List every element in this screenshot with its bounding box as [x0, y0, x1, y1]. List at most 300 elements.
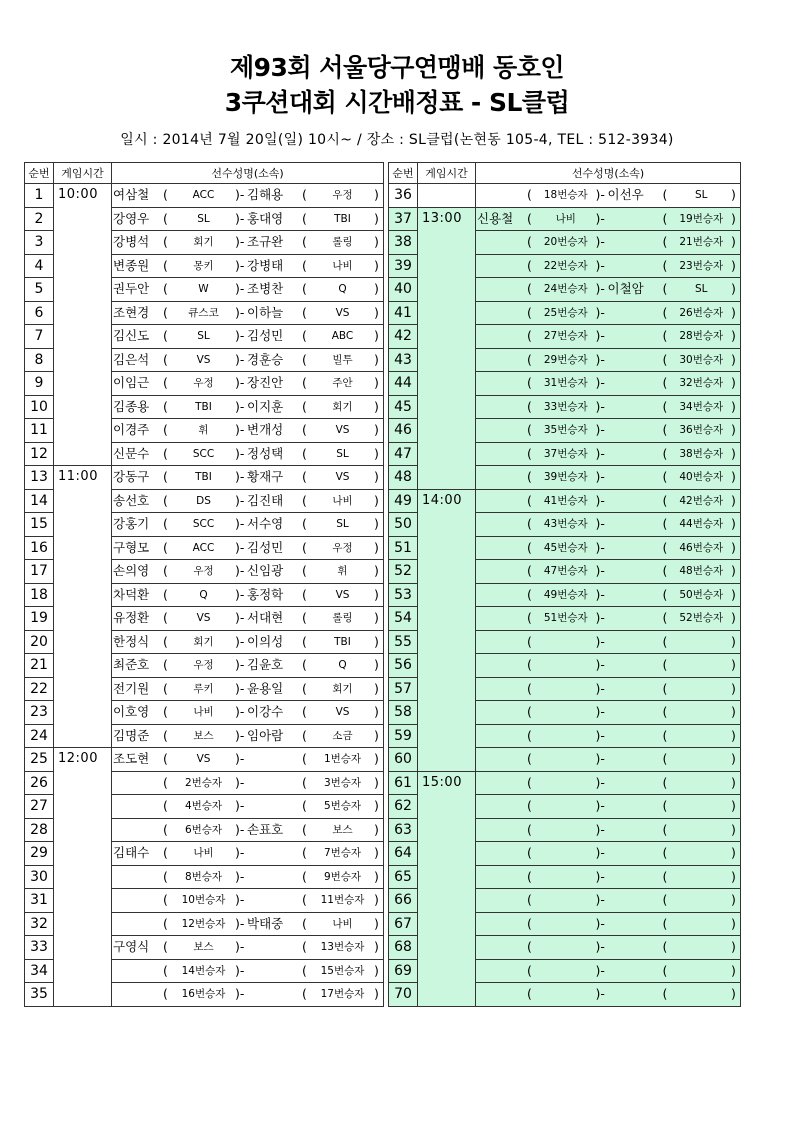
open-paren: ( [302, 633, 307, 649]
player-pair-line [476, 419, 740, 441]
player-pair [112, 489, 384, 513]
player-a-club: DS [196, 494, 211, 507]
player-a-club: 보스 [193, 941, 214, 954]
player-pair [476, 395, 741, 419]
open-paren: ( [662, 610, 668, 626]
separator: )- [595, 210, 605, 226]
player-a-name: 권두안 [113, 281, 150, 297]
player-a-name: 김신도 [113, 328, 150, 344]
open-paren: ( [662, 469, 668, 485]
player-pair-line [112, 913, 383, 935]
separator: )- [235, 657, 245, 673]
player-b-name: 박태중 [247, 915, 284, 931]
game-number: 20 [25, 630, 54, 654]
separator: )- [235, 798, 245, 814]
open-paren: ( [163, 845, 168, 861]
open-paren: ( [527, 492, 532, 508]
open-paren: ( [527, 586, 532, 602]
player-b-club: 휘 [337, 565, 348, 578]
table-header-row [389, 163, 741, 184]
player-pair [112, 983, 384, 1007]
player-a-club: 6번승자 [184, 823, 223, 836]
player-b-name: 강병태 [247, 257, 284, 273]
separator: )- [235, 845, 245, 861]
player-pair [112, 889, 384, 913]
open-paren: ( [527, 727, 532, 743]
open-paren: ( [302, 375, 307, 391]
open-paren: ( [302, 680, 307, 696]
open-paren: ( [302, 328, 307, 344]
separator: )- [235, 234, 245, 250]
player-a-club: SL [197, 212, 210, 225]
player-b-club: 17번승자 [320, 988, 365, 1001]
open-paren: ( [163, 445, 168, 461]
player-a-club: 8번승자 [184, 870, 223, 883]
close-paren: ) [731, 375, 736, 391]
open-paren: ( [662, 845, 668, 861]
player-pair-line [112, 419, 383, 441]
player-b-club: VS [335, 424, 350, 437]
open-paren: ( [662, 657, 668, 673]
player-a-club: 45번승자 [543, 541, 588, 554]
close-paren: ) [731, 704, 736, 720]
player-pair [112, 325, 384, 349]
player-a-club: 보스 [193, 729, 214, 742]
open-paren: ( [302, 657, 307, 673]
player-b-club: SL [694, 189, 708, 202]
close-paren: ) [731, 986, 736, 1002]
player-pair-line [476, 513, 740, 535]
player-b-name: 이의성 [247, 633, 284, 649]
player-a-name: 한정식 [113, 633, 150, 649]
player-pair [112, 842, 384, 866]
player-pair-line [112, 748, 383, 770]
separator: )- [235, 351, 245, 367]
separator: )- [235, 563, 245, 579]
page-title-line1: 제93회 서울당구연맹배 동호인 [230, 53, 564, 82]
player-pair [112, 630, 384, 654]
close-paren: ) [374, 774, 379, 790]
game-number: 6 [25, 301, 54, 325]
open-paren: ( [527, 892, 532, 908]
player-pair [476, 489, 741, 513]
player-pair-line [112, 654, 383, 676]
open-paren: ( [662, 962, 668, 978]
open-paren: ( [163, 915, 168, 931]
open-paren: ( [163, 257, 168, 273]
open-paren: ( [302, 187, 307, 203]
player-a-club: 37번승자 [543, 447, 588, 460]
open-paren: ( [163, 727, 168, 743]
open-paren: ( [163, 939, 168, 955]
game-number: 18 [25, 583, 54, 607]
game-number: 31 [25, 889, 54, 913]
player-pair [476, 442, 741, 466]
player-a-club: 49번승자 [543, 588, 588, 601]
game-number: 46 [389, 419, 418, 443]
open-paren: ( [163, 962, 168, 978]
open-paren: ( [163, 704, 168, 720]
open-paren: ( [302, 586, 307, 602]
game-number: 5 [25, 278, 54, 302]
player-pair-line [112, 936, 383, 958]
close-paren: ) [731, 821, 736, 837]
separator: )- [235, 398, 245, 414]
player-b-name: 이강수 [247, 704, 284, 720]
player-a-club: 회기 [193, 635, 214, 648]
game-number: 61 [389, 771, 418, 795]
open-paren: ( [302, 539, 307, 555]
game-number: 13 [25, 466, 54, 490]
player-pair [476, 231, 741, 255]
close-paren: ) [374, 727, 379, 743]
game-number: 16 [25, 536, 54, 560]
player-pair-line [112, 278, 383, 300]
open-paren: ( [302, 304, 307, 320]
open-paren: ( [527, 281, 532, 297]
close-paren: ) [374, 210, 379, 226]
player-a-club: 나비 [193, 706, 214, 719]
player-pair [476, 419, 741, 443]
separator: )- [595, 939, 605, 955]
player-pair-line [112, 889, 383, 911]
open-paren: ( [302, 281, 307, 297]
player-pair-line [112, 231, 383, 253]
player-a-club: TBI [195, 471, 212, 484]
header-time: 게임시간 [418, 163, 476, 184]
close-paren: ) [731, 657, 736, 673]
header-time: 게임시간 [54, 163, 112, 184]
separator: )- [595, 539, 605, 555]
player-pair [112, 184, 384, 208]
close-paren: ) [374, 915, 379, 931]
player-pair-line [476, 913, 740, 935]
game-number: 66 [389, 889, 418, 913]
player-pair-line [476, 678, 740, 700]
open-paren: ( [662, 727, 668, 743]
header-players: 선수성명(소속) [476, 163, 741, 184]
player-a-club: 31번승자 [543, 377, 588, 390]
open-paren: ( [527, 633, 532, 649]
separator: )- [595, 915, 605, 931]
player-pair-line [476, 372, 740, 394]
player-pair [112, 583, 384, 607]
player-a-name: 강병석 [113, 234, 150, 250]
player-a-club: ACC [192, 541, 215, 554]
player-b-name: 홍정학 [247, 586, 284, 602]
player-a-name: 조현경 [113, 304, 150, 320]
player-pair-line [476, 302, 740, 324]
separator: )- [595, 962, 605, 978]
player-b-club: 우정 [332, 189, 353, 202]
player-pair [112, 865, 384, 889]
close-paren: ) [731, 774, 736, 790]
close-paren: ) [374, 845, 379, 861]
player-b-club: VS [335, 706, 350, 719]
game-number: 35 [25, 983, 54, 1007]
game-number: 24 [25, 724, 54, 748]
player-a-club: 10번승자 [181, 894, 226, 907]
player-a-club: TBI [195, 400, 212, 413]
game-time: 15:00 [418, 771, 476, 1006]
player-pair-line [112, 466, 383, 488]
close-paren: ) [374, 633, 379, 649]
close-paren: ) [731, 257, 736, 273]
game-number: 64 [389, 842, 418, 866]
player-a-name: 이임근 [113, 375, 150, 391]
open-paren: ( [527, 539, 532, 555]
player-b-name: 조병찬 [247, 281, 284, 297]
player-a-club: 33번승자 [543, 400, 588, 413]
close-paren: ) [374, 657, 379, 673]
player-a-name: 구형모 [113, 539, 150, 555]
player-a-club: 우정 [193, 565, 214, 578]
open-paren: ( [662, 774, 668, 790]
open-paren: ( [163, 868, 168, 884]
open-paren: ( [302, 962, 307, 978]
player-b-club: 26번승자 [679, 306, 724, 319]
game-number: 12 [25, 442, 54, 466]
separator: )- [235, 751, 245, 767]
close-paren: ) [374, 962, 379, 978]
open-paren: ( [527, 304, 532, 320]
player-a-club: 22번승자 [543, 259, 588, 272]
open-paren: ( [662, 633, 668, 649]
game-number: 21 [25, 654, 54, 678]
game-number: 26 [25, 771, 54, 795]
open-paren: ( [662, 986, 668, 1002]
open-paren: ( [662, 328, 668, 344]
player-pair-line [112, 537, 383, 559]
player-b-club: 13번승자 [320, 941, 365, 954]
player-pair [476, 701, 741, 725]
open-paren: ( [302, 610, 307, 626]
player-a-club: 휘 [198, 424, 209, 437]
separator: )- [235, 774, 245, 790]
player-b-club: 나비 [332, 917, 353, 930]
game-number: 30 [25, 865, 54, 889]
player-a-name: 구영식 [113, 939, 150, 955]
close-paren: ) [731, 187, 736, 203]
close-paren: ) [374, 986, 379, 1002]
player-pair-line [112, 584, 383, 606]
separator: )- [595, 398, 605, 414]
player-pair [476, 865, 741, 889]
player-a-club: SCC [192, 447, 215, 460]
game-number: 68 [389, 936, 418, 960]
player-b-club: VS [335, 306, 350, 319]
game-number: 34 [25, 959, 54, 983]
separator: )- [595, 351, 605, 367]
player-pair-line [112, 983, 383, 1005]
player-pair [112, 959, 384, 983]
player-pair [112, 701, 384, 725]
open-paren: ( [302, 210, 307, 226]
player-pair-line [476, 631, 740, 653]
open-paren: ( [302, 727, 307, 743]
player-pair-line [476, 772, 740, 794]
player-pair-line [112, 255, 383, 277]
separator: )- [595, 845, 605, 861]
close-paren: ) [374, 304, 379, 320]
game-number: 2 [25, 207, 54, 231]
game-number: 42 [389, 325, 418, 349]
game-number: 8 [25, 348, 54, 372]
open-paren: ( [302, 234, 307, 250]
player-b-name: 변개성 [247, 422, 284, 438]
player-pair [112, 442, 384, 466]
game-number: 43 [389, 348, 418, 372]
player-b-name: 윤용일 [247, 680, 284, 696]
separator: )- [235, 633, 245, 649]
game-number: 47 [389, 442, 418, 466]
open-paren: ( [527, 798, 532, 814]
player-pair-line [476, 607, 740, 629]
player-a-club: 16번승자 [181, 988, 226, 1001]
game-number: 3 [25, 231, 54, 255]
player-a-club: 39번승자 [543, 471, 588, 484]
game-number: 33 [25, 936, 54, 960]
close-paren: ) [374, 610, 379, 626]
player-pair [112, 278, 384, 302]
table-row [389, 771, 741, 795]
game-number: 32 [25, 912, 54, 936]
open-paren: ( [163, 563, 168, 579]
open-paren: ( [527, 986, 532, 1002]
player-b-club: 36번승자 [679, 424, 724, 437]
player-a-club: 나비 [193, 847, 214, 860]
player-pair [476, 583, 741, 607]
close-paren: ) [731, 680, 736, 696]
game-number: 40 [389, 278, 418, 302]
schedule-body-right [389, 184, 741, 1007]
player-pair-line [112, 607, 383, 629]
game-number: 44 [389, 372, 418, 396]
close-paren: ) [731, 610, 736, 626]
open-paren: ( [662, 445, 668, 461]
table-row [25, 466, 384, 490]
close-paren: ) [731, 727, 736, 743]
player-a-club: 24번승자 [543, 283, 588, 296]
player-b-name: 이하늘 [247, 304, 284, 320]
separator: )- [235, 516, 245, 532]
open-paren: ( [302, 821, 307, 837]
close-paren: ) [731, 445, 736, 461]
close-paren: ) [731, 304, 736, 320]
header-players: 선수성명(소속) [112, 163, 384, 184]
close-paren: ) [374, 492, 379, 508]
player-pair [112, 419, 384, 443]
player-b-club: 23번승자 [679, 259, 724, 272]
open-paren: ( [527, 328, 532, 344]
player-a-club: 큐스코 [188, 306, 219, 319]
close-paren: ) [731, 633, 736, 649]
open-paren: ( [527, 821, 532, 837]
separator: )- [595, 633, 605, 649]
separator: )- [595, 680, 605, 696]
player-a-club: Q [199, 588, 208, 601]
separator: )- [235, 328, 245, 344]
player-pair-line [476, 537, 740, 559]
player-pair [112, 795, 384, 819]
player-b-name: 조규완 [247, 234, 284, 250]
player-a-name: 이호영 [113, 704, 150, 720]
close-paren: ) [374, 351, 379, 367]
player-pair [476, 278, 741, 302]
player-pair-line [112, 490, 383, 512]
player-b-club: 7번승자 [323, 847, 362, 860]
player-pair-line [476, 584, 740, 606]
open-paren: ( [662, 516, 668, 532]
open-paren: ( [662, 187, 668, 203]
separator: )- [595, 704, 605, 720]
player-pair [112, 607, 384, 631]
player-pair [476, 677, 741, 701]
open-paren: ( [527, 469, 532, 485]
separator: )- [595, 492, 605, 508]
open-paren: ( [527, 422, 532, 438]
open-paren: ( [302, 915, 307, 931]
player-b-name: 경훈승 [247, 351, 284, 367]
separator: )- [235, 187, 245, 203]
player-b-club: 19번승자 [679, 212, 724, 225]
player-b-name: 김진태 [247, 492, 284, 508]
separator: )- [235, 727, 245, 743]
open-paren: ( [163, 751, 168, 767]
player-a-name: 강동구 [113, 469, 150, 485]
player-pair [112, 395, 384, 419]
player-pair [476, 771, 741, 795]
close-paren: ) [374, 586, 379, 602]
separator: )- [595, 281, 605, 297]
open-paren: ( [527, 704, 532, 720]
player-b-name: 서수영 [247, 516, 284, 532]
player-a-name: 차덕환 [113, 586, 150, 602]
player-pair-line [112, 795, 383, 817]
close-paren: ) [374, 187, 379, 203]
close-paren: ) [731, 210, 736, 226]
event-info: 일시 : 2014년 7월 20일(일) 10시~ / 장소 : SL클럽(논현동 105-4, TEL : 512-3934) [120, 132, 674, 148]
player-pair [476, 536, 741, 560]
game-number: 38 [389, 231, 418, 255]
player-pair [112, 936, 384, 960]
close-paren: ) [374, 257, 379, 273]
player-pair-line [476, 983, 740, 1005]
open-paren: ( [163, 398, 168, 414]
player-b-club: 40번승자 [679, 471, 724, 484]
player-pair-line [476, 889, 740, 911]
close-paren: ) [731, 798, 736, 814]
player-b-club: 빌투 [332, 353, 353, 366]
game-number: 57 [389, 677, 418, 701]
player-b-club: 보스 [332, 823, 353, 836]
open-paren: ( [662, 304, 668, 320]
game-number: 59 [389, 724, 418, 748]
game-number: 58 [389, 701, 418, 725]
open-paren: ( [163, 657, 168, 673]
close-paren: ) [374, 328, 379, 344]
close-paren: ) [374, 751, 379, 767]
game-number: 37 [389, 207, 418, 231]
player-pair [476, 607, 741, 631]
separator: )- [595, 798, 605, 814]
player-b-club: 44번승자 [679, 518, 724, 531]
player-pair [476, 724, 741, 748]
open-paren: ( [527, 939, 532, 955]
close-paren: ) [374, 234, 379, 250]
close-paren: ) [731, 422, 736, 438]
game-number: 69 [389, 959, 418, 983]
